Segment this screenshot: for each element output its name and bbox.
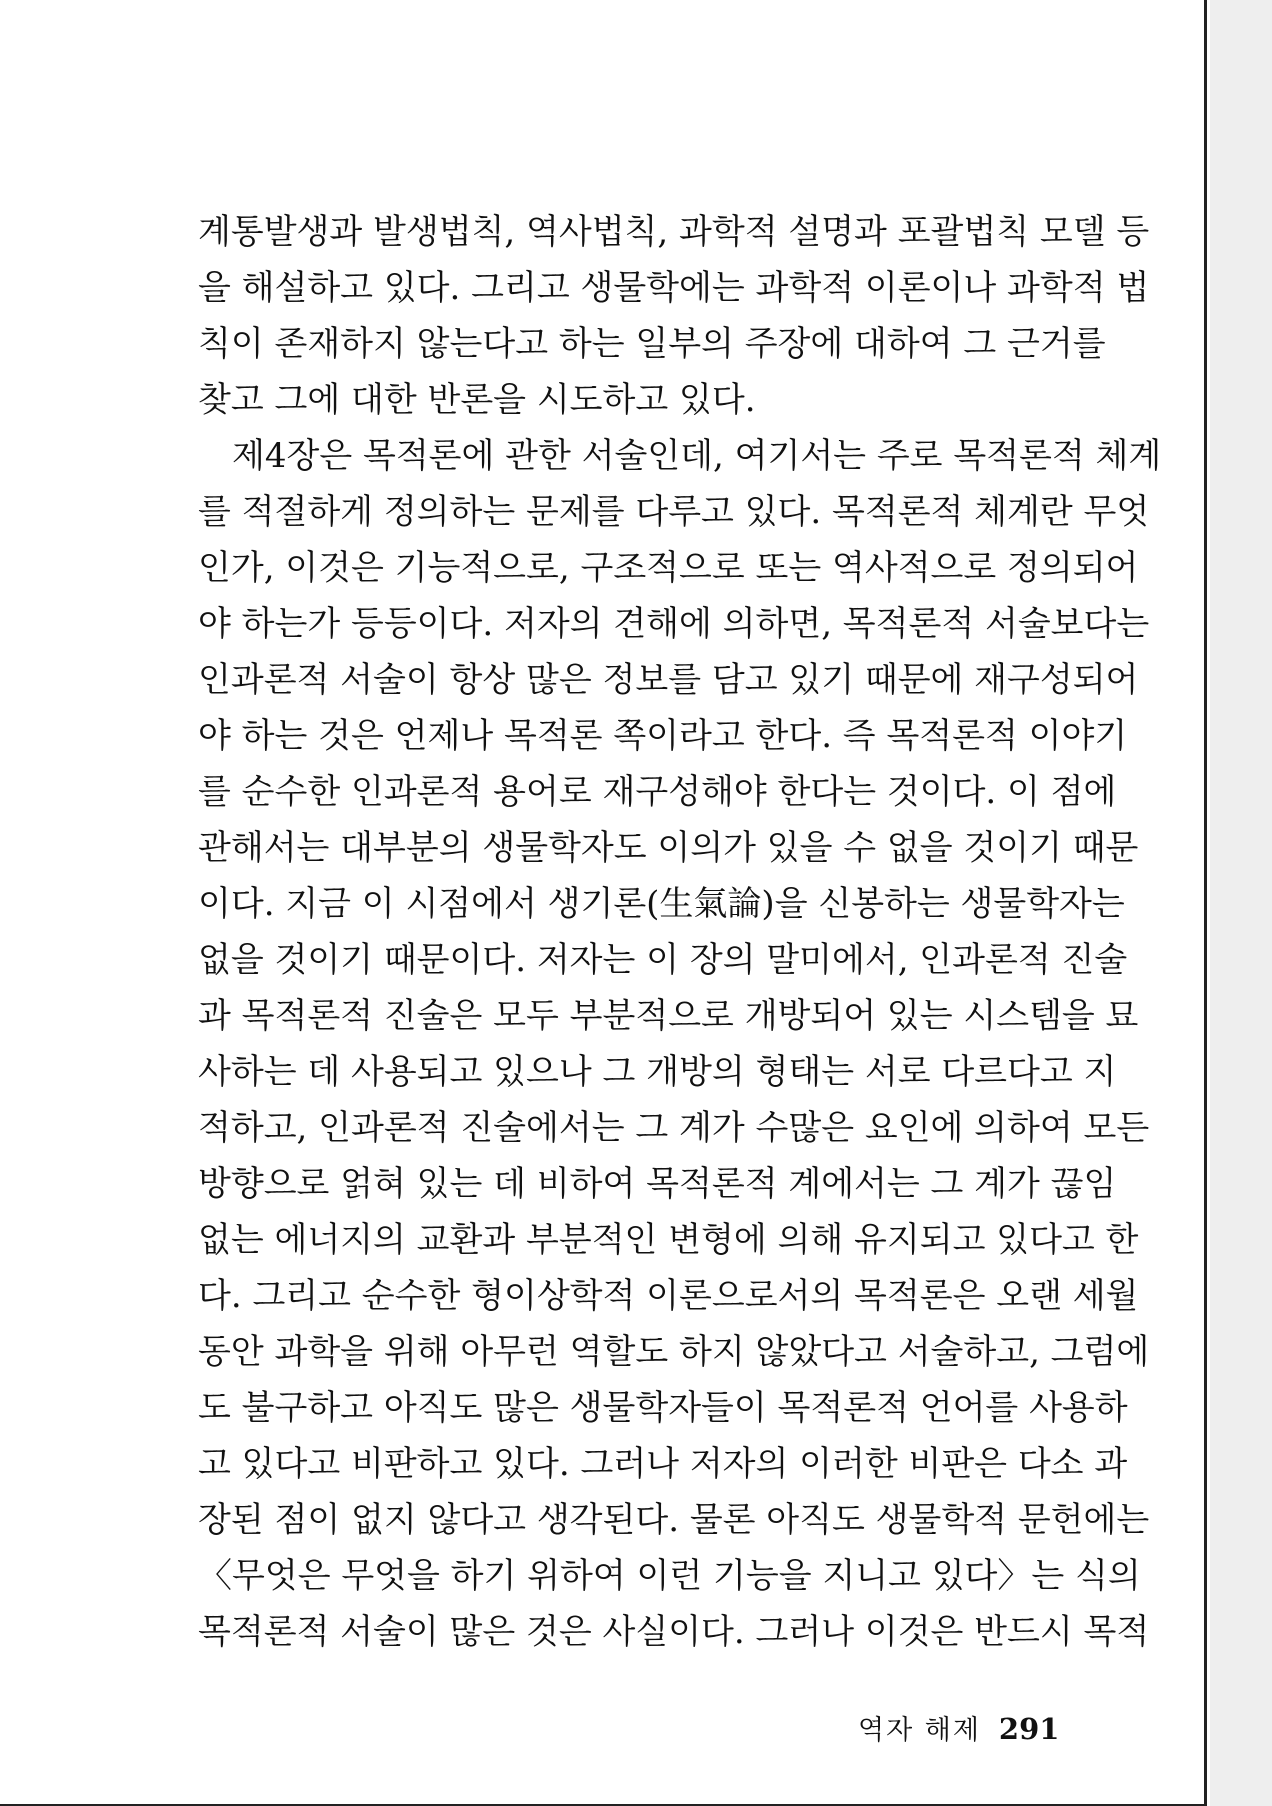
- text-line: 방향으로 얽혀 있는 데 비하여 목적론적 계에서는 그 계가 끊임: [198, 1164, 1117, 1204]
- page-number: 291: [998, 1712, 1060, 1746]
- text-line: 찾고 그에 대한 반론을 시도하고 있다.: [198, 380, 756, 420]
- text-line: 다. 그리고 순수한 형이상학적 이론으로서의 목적론은 오랜 세월: [198, 1276, 1139, 1316]
- text-line: 목적론적 서술이 많은 것은 사실이다. 그러나 이것은 반드시 목적: [198, 1612, 1150, 1652]
- text-line: 계통발생과 발생법칙, 역사법칙, 과학적 설명과 포괄법칙 모델 등: [198, 212, 1150, 252]
- text-line: 야 하는가 등등이다. 저자의 견해에 의하면, 목적론적 서술보다는: [198, 604, 1150, 644]
- running-title: 역자 해제: [858, 1715, 981, 1746]
- text-line: 없을 것이기 때문이다. 저자는 이 장의 말미에서, 인과론적 진술: [198, 940, 1128, 980]
- text-line: 를 순수한 인과론적 용어로 재구성해야 한다는 것이다. 이 점에: [198, 772, 1117, 812]
- text-line: 야 하는 것은 언제나 목적론 쪽이라고 한다. 즉 목적론적 이야기: [198, 716, 1128, 756]
- text-line: 이다. 지금 이 시점에서 생기론(生氣論)을 신봉하는 생물학자는: [198, 884, 1125, 924]
- text-line: 인가, 이것은 기능적으로, 구조적으로 또는 역사적으로 정의되어: [198, 548, 1139, 588]
- text-line: 인과론적 서술이 항상 많은 정보를 담고 있기 때문에 재구성되어: [198, 660, 1139, 700]
- body-text: [198, 204, 1162, 1660]
- text-line: 사하는 데 사용되고 있으나 그 개방의 형태는 서로 다르다고 지: [198, 1052, 1117, 1092]
- text-line: 적하고, 인과론적 진술에서는 그 계가 수많은 요인에 의하여 모든: [198, 1108, 1150, 1148]
- text-line: 도 불구하고 아직도 많은 생물학자들이 목적론적 언어를 사용하: [198, 1388, 1128, 1428]
- text-line: 제4장은 목적론에 관한 서술인데, 여기서는 주로 목적론적 체계: [232, 436, 1162, 476]
- text-line: 을 해설하고 있다. 그리고 생물학에는 과학적 이론이나 과학적 법: [198, 268, 1150, 308]
- text-line: 과 목적론적 진술은 모두 부분적으로 개방되어 있는 시스템을 묘: [198, 996, 1139, 1036]
- text-line: 없는 에너지의 교환과 부분적인 변형에 의해 유지되고 있다고 한: [198, 1220, 1139, 1260]
- text-line: 동안 과학을 위해 아무런 역할도 하지 않았다고 서술하고, 그럼에: [198, 1332, 1150, 1372]
- page-footer: [858, 1708, 1059, 1747]
- text-line: 관해서는 대부분의 생물학자도 이의가 있을 수 없을 것이기 때문: [198, 828, 1139, 868]
- page-edge-margin: [1210, 0, 1272, 1806]
- text-line: 〈무엇은 무엇을 하기 위하여 이런 기능을 지니고 있다〉는 식의: [198, 1556, 1141, 1596]
- text-line: 를 적절하게 정의하는 문제를 다루고 있다. 목적론적 체계란 무엇: [198, 492, 1150, 532]
- text-line: 칙이 존재하지 않는다고 하는 일부의 주장에 대하여 그 근거를: [198, 324, 1106, 364]
- text-line: 장된 점이 없지 않다고 생각된다. 물론 아직도 생물학적 문헌에는: [198, 1500, 1150, 1540]
- text-line: 고 있다고 비판하고 있다. 그러나 저자의 이러한 비판은 다소 과: [198, 1444, 1128, 1484]
